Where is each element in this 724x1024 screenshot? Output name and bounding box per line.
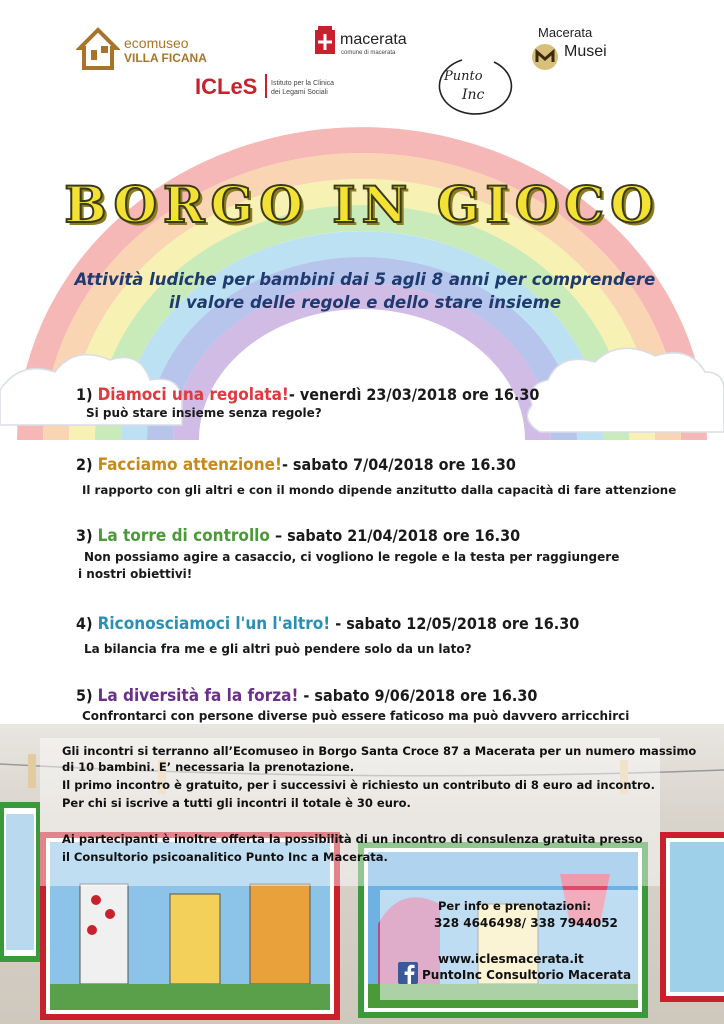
event-number: 1) <box>76 385 93 404</box>
event-date: - venerdì 23/03/2018 ore 16.30 <box>288 385 540 404</box>
crest-icon <box>314 26 336 56</box>
facebook-icon[interactable] <box>398 962 418 984</box>
info-line-5: Ai partecipanti è inoltre offerta la possibilità di un incontro di consulenza gratuita presso <box>62 832 643 846</box>
punto-inc-logo <box>432 56 518 116</box>
event-1-description: Si può stare insieme senza regole? <box>86 406 322 420</box>
ecomuseo-logo <box>76 24 226 74</box>
event-title: La torre di controllo <box>97 526 270 546</box>
house-icon <box>76 26 120 70</box>
rainbow-illustration <box>0 60 724 440</box>
contact-phones: 328 4646498/ 338 7944052 <box>434 916 618 930</box>
event-title: Diamoci una regolata! <box>97 385 289 405</box>
contact-heading: Per info e prenotazioni: <box>438 899 592 913</box>
event-number: 3) <box>76 526 93 545</box>
punto-circle-icon <box>432 56 518 116</box>
subtitle-line-2: il valore delle regole e dello stare insieme <box>168 293 562 312</box>
event-4-heading <box>76 614 579 634</box>
ecomuseo-text: ecomuseo <box>124 35 189 51</box>
event-title: Riconosciamoci l'un l'altro! <box>97 614 331 634</box>
macerata-musei-logo <box>526 22 626 82</box>
info-line-1: Gli incontri si terranno all’Ecomuseo in Borgo Santa Croce 87 a Macerata per un numero massimo <box>62 744 697 758</box>
icles-logo <box>195 72 345 102</box>
villa-ficana-text: VILLA FICANA <box>124 51 207 65</box>
inc-text: Inc <box>462 87 485 103</box>
macerata-text: macerata <box>340 31 407 48</box>
event-number: 4) <box>76 614 93 633</box>
info-line-6: il Consultorio psicoanalitico Punto Inc a Macerata. <box>62 850 388 864</box>
musei-text: Musei <box>564 43 607 60</box>
punto-text: Punto <box>444 69 483 84</box>
event-title: La diversità fa la forza! <box>97 686 299 706</box>
comune-macerata-logo <box>314 26 424 62</box>
contact-website[interactable]: www.iclesmacerata.it <box>438 952 584 966</box>
icles-sub2: dei Legami Sociali <box>271 89 328 96</box>
info-line-2: di 10 bambini. E’ necessaria la prenotazione. <box>62 760 355 774</box>
page-subtitle <box>30 268 700 314</box>
info-line-4: Per chi si iscrive a tutti gli incontri il totale è 30 euro. <box>62 796 411 810</box>
page-title: BORGO IN GIOCO <box>64 175 660 234</box>
event-3-heading <box>76 526 520 546</box>
facebook-glyph-icon <box>398 962 418 984</box>
event-2-heading <box>76 455 516 475</box>
event-4-description: La bilancia fra me e gli altri può pendere solo da un lato? <box>84 642 472 656</box>
subtitle-line-1: Attività ludiche per bambini dai 5 agli 8 anni per comprendere <box>74 270 656 289</box>
event-date: - sabato 7/04/2018 ore 16.30 <box>281 455 516 474</box>
info-line-3: Il primo incontro è gratuito, per i successivi è richiesto un contributo di 8 euro ad incontro. <box>62 778 655 792</box>
event-3-description <box>78 549 619 583</box>
event-3-description-line-2: i nostri obiettivi! <box>78 567 193 581</box>
event-number: 5) <box>76 686 93 705</box>
event-3-description-line-1: Non possiamo agire a casaccio, ci vogliono le regole e la testa per raggiungere <box>84 550 620 564</box>
event-title: Facciamo attenzione! <box>97 455 282 475</box>
icles-sub1: Istituto per la Clinica <box>271 80 335 87</box>
event-date: - sabato 9/06/2018 ore 16.30 <box>298 686 538 705</box>
event-5-description: Confrontarci con persone diverse può essere faticoso ma può davvero arricchirci <box>82 709 630 723</box>
icles-text: ICLeS <box>195 74 258 99</box>
event-2-description: Il rapporto con gli altri e con il mondo dipende anzitutto dalla capacità di fare attenzione <box>82 483 677 497</box>
event-date: – sabato 21/04/2018 ore 16.30 <box>269 526 521 545</box>
event-5-heading <box>76 686 537 706</box>
musei-emblem-icon <box>530 42 560 72</box>
contact-facebook[interactable]: PuntoInc Consultorio Macerata <box>422 968 632 982</box>
event-date: - sabato 12/05/2018 ore 16.30 <box>330 614 580 633</box>
comune-text: comune di macerata <box>341 50 396 56</box>
musei-macerata-text: Macerata <box>538 25 593 40</box>
event-number: 2) <box>76 455 93 474</box>
event-1-heading <box>76 385 539 405</box>
icles-divider <box>265 74 267 98</box>
